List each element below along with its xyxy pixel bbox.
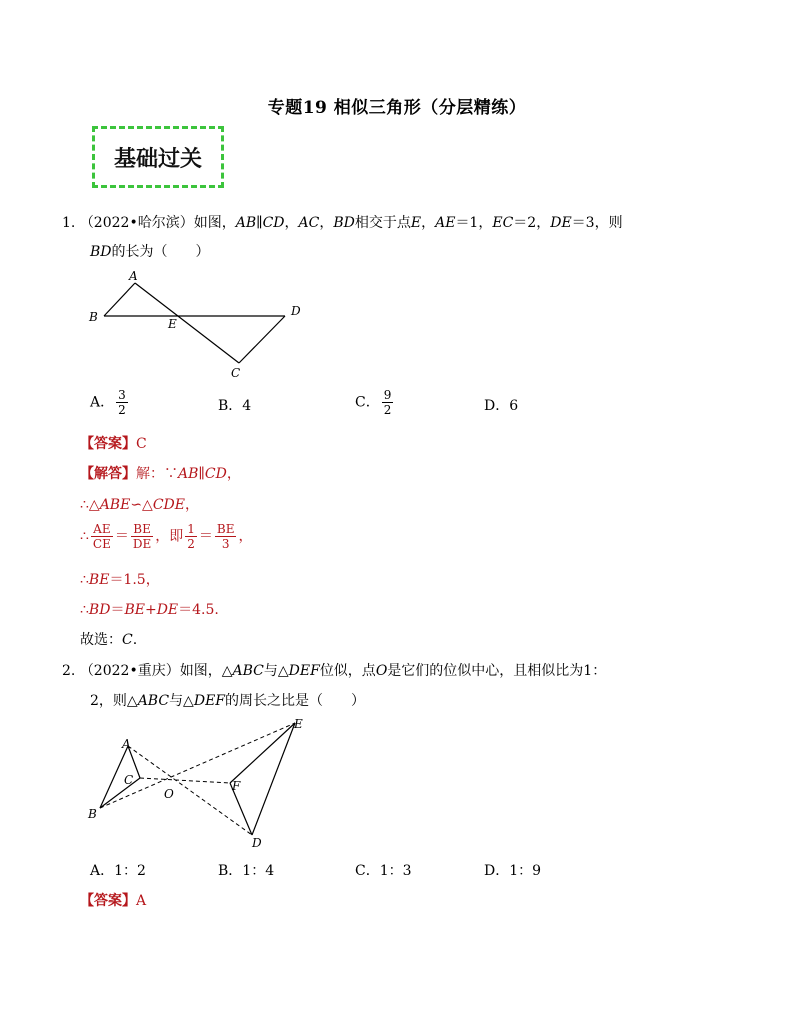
fraction	[382, 388, 394, 417]
solution-text: +	[144, 602, 157, 618]
fraction	[131, 522, 153, 551]
q1-text: AB∥CD	[235, 215, 285, 231]
fraction-denominator: 2	[383, 403, 392, 417]
q2-label-d: D	[252, 836, 262, 850]
q2-option-d[interactable]: D．1：9	[484, 863, 542, 879]
q1-text: ＝2，	[513, 215, 551, 231]
solution-label: 【解答】	[80, 466, 136, 482]
q2-source: （2022•重庆）	[79, 663, 180, 679]
q1-text: DE	[550, 215, 572, 231]
q1-text: 如图，	[193, 215, 236, 231]
q2-text: O	[375, 663, 388, 679]
q2-option-a[interactable]: A．1：2	[90, 863, 146, 879]
q1-solution-line2	[80, 494, 199, 514]
q2-label-e: E	[294, 717, 303, 731]
answer-label: 【答案】	[80, 436, 136, 452]
q1-text: ，	[421, 215, 436, 231]
q1-answer	[80, 433, 147, 453]
q2-line1	[62, 660, 606, 680]
q1-text: E	[410, 215, 422, 231]
q1-text: BD	[90, 244, 112, 260]
section-label: 基础过关	[113, 146, 202, 172]
solution-text: ∴	[80, 528, 89, 545]
q2-option-b[interactable]: B．1：4	[218, 863, 275, 879]
q2-label-o: O	[164, 787, 174, 801]
q1-solution-line4	[80, 569, 160, 589]
q1-solution-line1	[80, 463, 241, 483]
fraction-denominator: 2	[118, 403, 126, 417]
solution-text: ＝1.5，	[109, 572, 160, 588]
q1-option-a-prefix: A．	[90, 394, 115, 411]
fraction	[91, 522, 113, 551]
q2-label-c: C	[124, 773, 134, 787]
solution-text: ＝	[110, 602, 125, 618]
q2-text: ABC	[232, 663, 264, 679]
solution-text: ∴△	[80, 497, 100, 513]
fraction-numerator: 1	[187, 522, 195, 536]
fraction-denominator: DE	[132, 537, 152, 551]
q1-text: AC	[298, 215, 320, 231]
q1-text: AE	[435, 215, 456, 231]
answer-value: C	[136, 436, 147, 452]
q2-text: 与△	[169, 693, 194, 709]
q1-conclusion	[80, 629, 137, 649]
q2-text: DEF	[193, 693, 226, 709]
q2-text: 如图，△	[179, 663, 233, 679]
q1-text: EC	[492, 215, 514, 231]
q2-number: 2.	[62, 663, 76, 679]
solution-text: ＝4.5.	[178, 602, 219, 618]
q1-option-c[interactable]	[355, 388, 395, 417]
fraction-numerator: AE	[93, 522, 111, 536]
q1-figure	[80, 265, 320, 385]
q1-number: 1.	[62, 215, 76, 231]
fraction-numerator: 9	[383, 388, 392, 402]
q1-label-d: D	[291, 304, 301, 318]
q1-label-a: A	[129, 269, 138, 283]
q2-text: DEF	[288, 663, 320, 679]
q1-option-a[interactable]	[90, 388, 130, 417]
answer-value: A	[136, 893, 147, 909]
conclusion-text: .	[132, 632, 138, 648]
q1-text: ＝1，	[455, 215, 493, 231]
solution-text: BD	[88, 602, 111, 618]
solution-text: ，	[184, 497, 199, 513]
q2-text: 的周长之比是（ ）	[225, 693, 366, 709]
q1-solution-line5	[80, 599, 219, 619]
fraction-denominator: 3	[221, 537, 230, 551]
equals-sign: ＝	[198, 528, 213, 545]
solution-text: BE	[124, 602, 145, 618]
q2-label-f: F	[232, 779, 241, 793]
solution-text: ABE	[99, 497, 131, 513]
equals-sign: ＝	[114, 528, 129, 545]
section-label-box	[92, 126, 224, 188]
fraction-denominator: 2	[187, 537, 195, 551]
answer-label: 【答案】	[80, 893, 136, 909]
q2-text: 与△	[263, 663, 289, 679]
q1-text: ，	[319, 215, 334, 231]
solution-text: AB∥CD	[178, 466, 227, 482]
conclusion-text: C	[122, 632, 133, 648]
q1-text: 的长为（ ）	[111, 244, 210, 260]
solution-text: ，	[238, 528, 253, 545]
fraction	[185, 522, 197, 551]
q2-option-c[interactable]: C．1：3	[355, 863, 412, 879]
fraction	[215, 522, 237, 551]
solution-text: CDE	[152, 497, 185, 513]
q1-option-d[interactable]: D．6	[484, 398, 519, 414]
q2-answer	[80, 890, 146, 910]
q1-source: （2022•哈尔滨）	[79, 215, 194, 231]
solution-text: ∴	[80, 602, 89, 618]
solution-text: ，即	[155, 528, 184, 545]
q2-text: 是它们的位似中心，且相似比为1：	[387, 663, 607, 679]
q2-label-b: B	[88, 807, 97, 821]
solution-text: BE	[88, 572, 110, 588]
q1-label-e: E	[168, 317, 177, 331]
q1-option-b[interactable]: B．4	[218, 398, 252, 414]
q1-option-c-prefix: C．	[355, 394, 380, 411]
q1-text: 相交于点	[354, 215, 411, 231]
fraction-numerator: BE	[133, 522, 151, 536]
q1-solution-line3	[80, 522, 252, 551]
q1-text: ＝3，则	[571, 215, 623, 231]
solution-text: ∽△	[130, 497, 153, 513]
q2-text: 位似，点	[319, 663, 376, 679]
q2-text: 2，则△	[90, 693, 138, 709]
q1-text: ，	[284, 215, 299, 231]
page-title: 专题19 相似三角形（分层精练）	[267, 98, 527, 118]
fraction	[116, 388, 128, 417]
fraction-numerator: BE	[216, 522, 235, 536]
q1-line2	[90, 241, 210, 261]
q1-label-c: C	[231, 366, 241, 380]
q2-figure	[80, 713, 320, 853]
conclusion-text: 故选：	[80, 632, 122, 648]
solution-text: ∴	[80, 572, 89, 588]
q2-text: ABC	[137, 693, 170, 709]
solution-text: DE	[156, 602, 179, 618]
q2-line2	[90, 690, 365, 710]
fraction-denominator: CE	[92, 537, 111, 551]
q2-label-a: A	[122, 737, 131, 751]
q1-text: BD	[333, 215, 355, 231]
fraction-numerator: 3	[118, 388, 126, 402]
q1-line1	[62, 212, 623, 232]
q1-label-b: B	[89, 310, 98, 324]
solution-text: 解：∵	[136, 466, 178, 482]
solution-text: ，	[226, 466, 241, 482]
